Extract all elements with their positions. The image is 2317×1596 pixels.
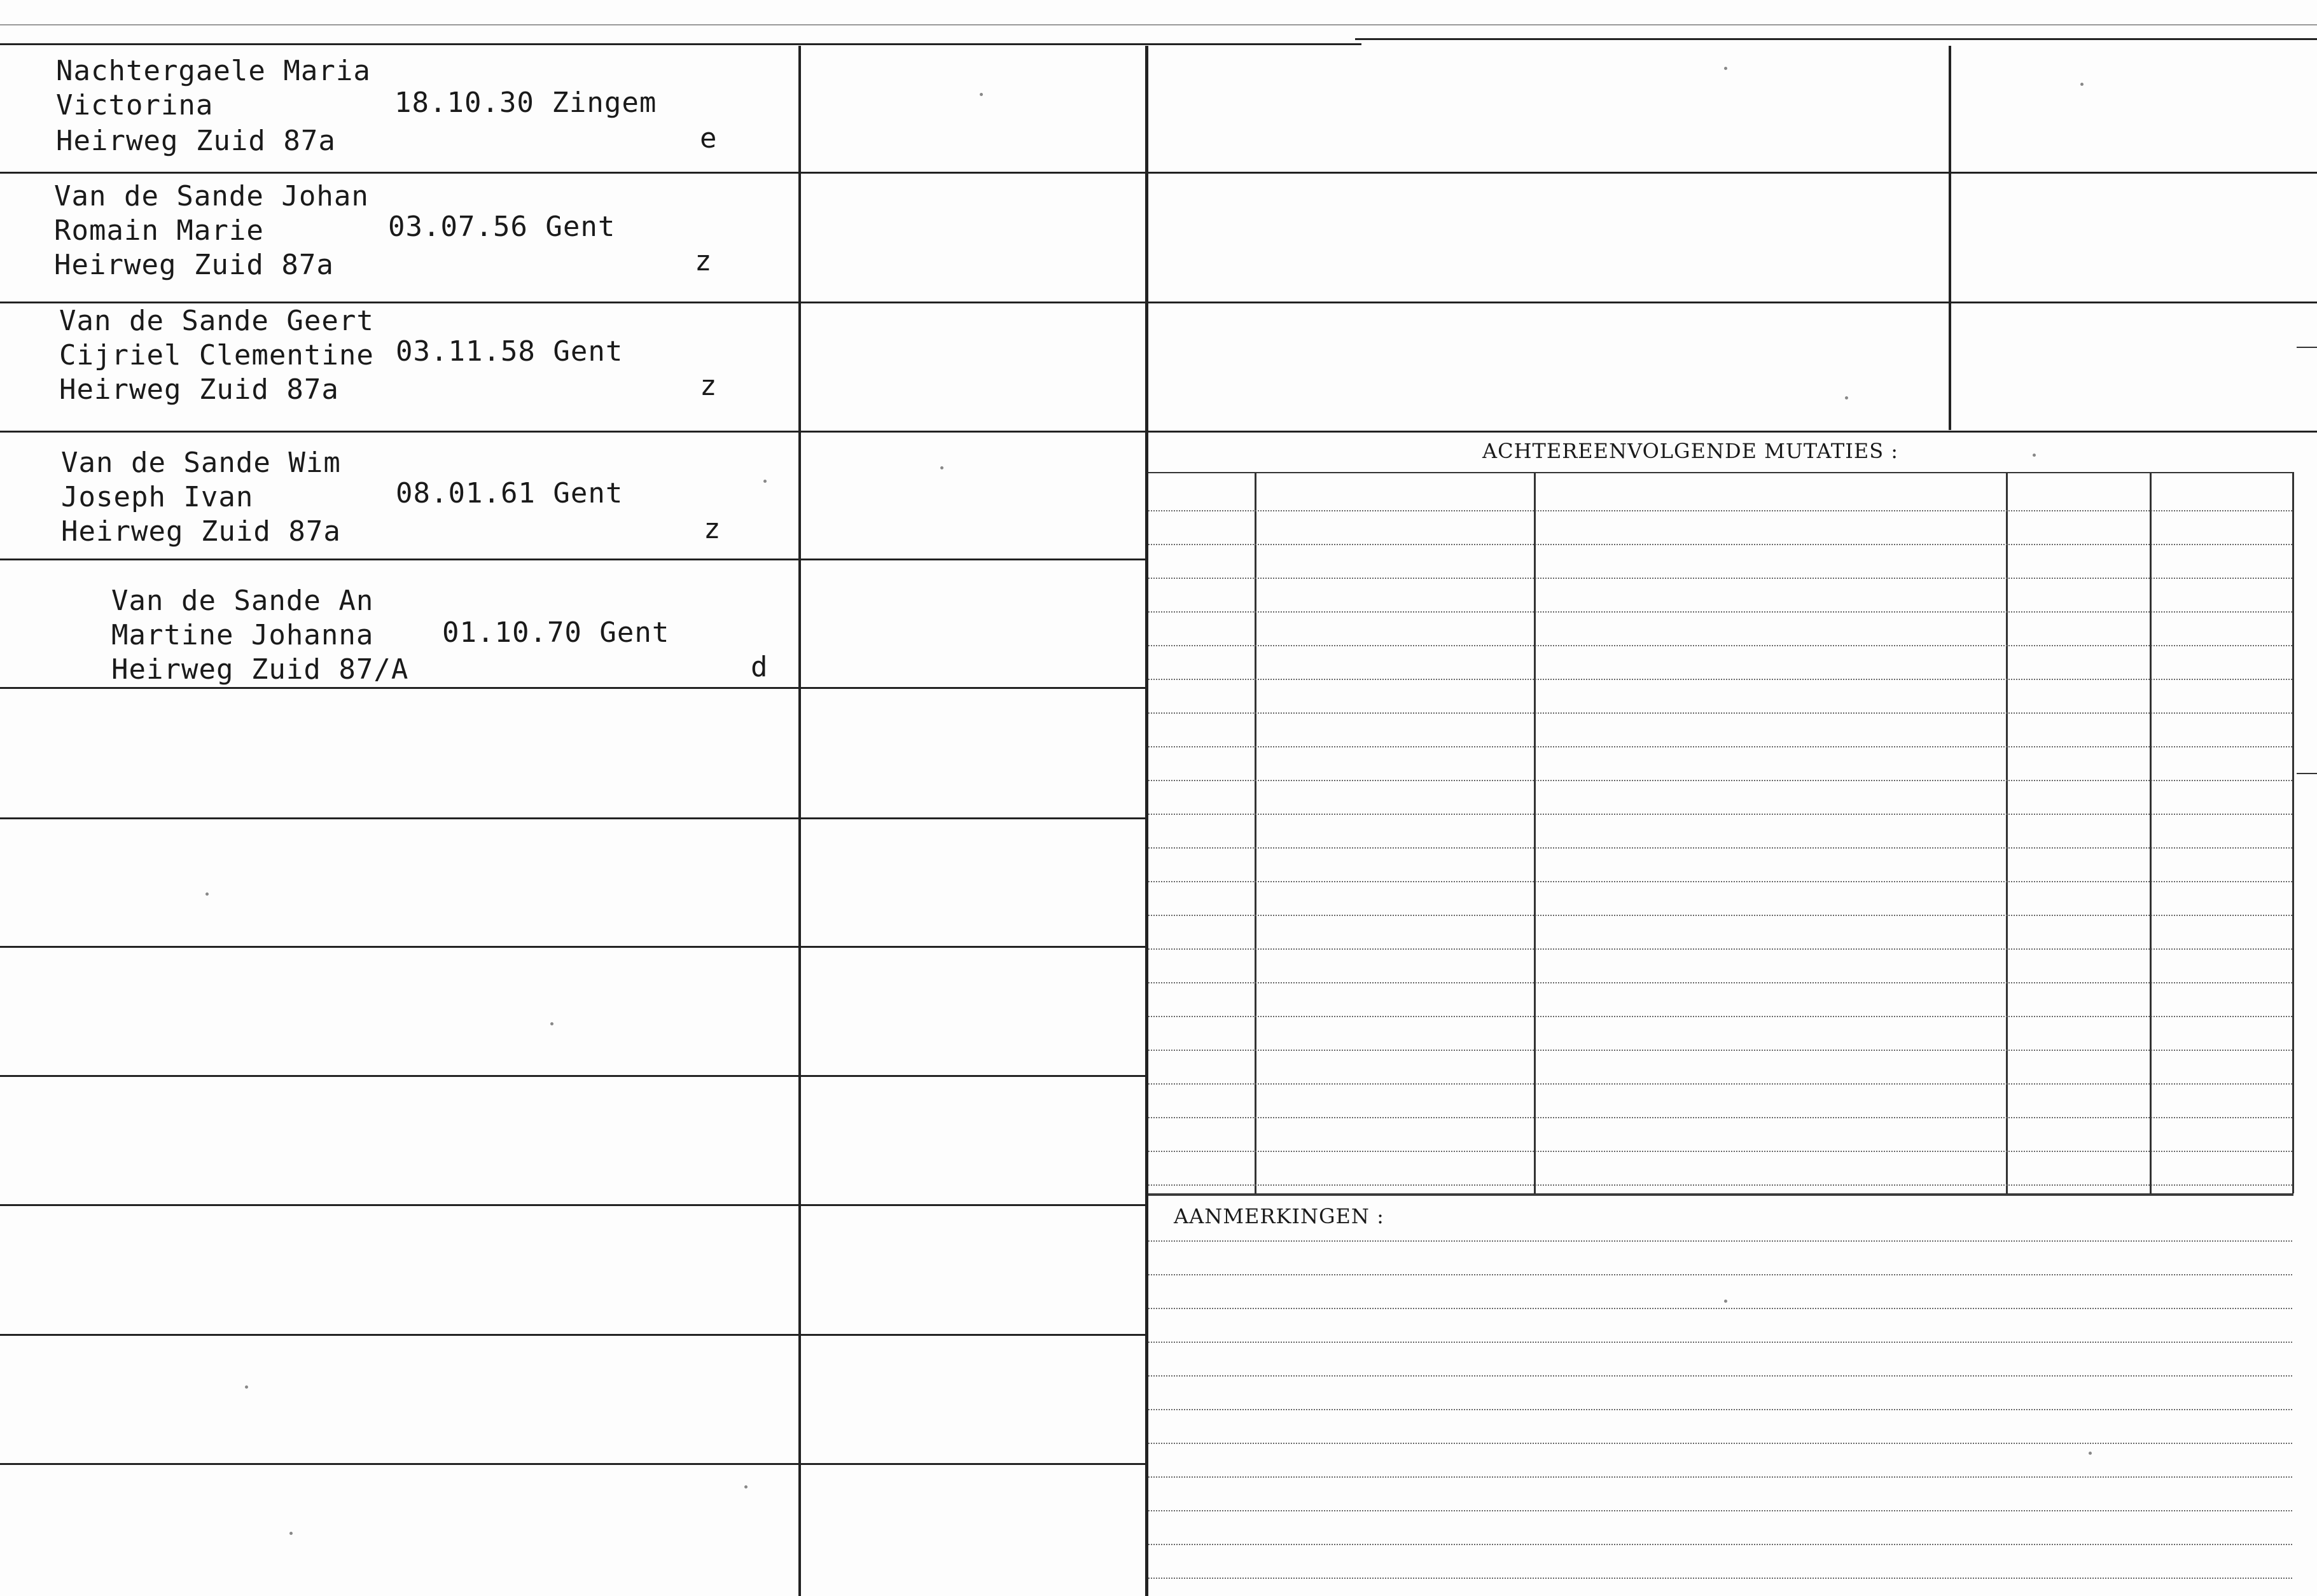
person-address: Heirweg Zuid 87a	[61, 515, 341, 548]
mutations-ruled-line	[1148, 948, 2292, 950]
remarks-ruled-line	[1148, 1578, 2292, 1579]
top-rule	[0, 43, 1361, 45]
mutations-ruled-line	[1148, 1184, 2292, 1186]
person-name-line1: Van de Sande Johan	[54, 180, 369, 212]
mutations-col-line	[1534, 472, 1536, 1193]
mutations-ruled-line	[1148, 679, 2292, 680]
paper-speck	[763, 480, 767, 483]
column-divider-2	[1145, 46, 1148, 1596]
mutations-ruled-line	[1148, 1083, 2292, 1085]
mutations-ruled-line	[1148, 847, 2292, 849]
mutations-ruled-line	[1148, 611, 2292, 613]
mutations-ruled-line	[1148, 780, 2292, 781]
paper-speck	[550, 1022, 553, 1025]
column-divider-1	[798, 46, 801, 1596]
edge-tick	[2297, 773, 2317, 774]
paper-speck	[2080, 83, 2084, 86]
edge-tick	[2297, 347, 2317, 348]
right-row-line	[1145, 431, 2317, 433]
remarks-ruled-line	[1148, 1342, 2292, 1343]
top-rule-right	[1355, 38, 2317, 40]
remarks-ruled-line	[1148, 1308, 2292, 1309]
person-birth: 01.10.70 Gent	[442, 616, 670, 649]
mutations-col-line	[2150, 472, 2152, 1193]
person-entry	[0, 174, 798, 302]
mutations-ruled-line	[1148, 982, 2292, 983]
person-entry	[0, 303, 798, 431]
mutations-heading: ACHTEREENVOLGENDE MUTATIES :	[1482, 439, 1899, 463]
paper-speck	[980, 93, 983, 96]
remarks-ruled-line	[1148, 1510, 2292, 1511]
person-code: e	[700, 122, 718, 155]
person-address: Heirweg Zuid 87a	[59, 373, 339, 406]
right-row-line	[1145, 302, 2317, 303]
remarks-ruled-line	[1148, 1274, 2292, 1275]
person-address: Heirweg Zuid 87a	[56, 125, 336, 157]
mutations-col-line	[2292, 472, 2294, 1193]
row-line	[0, 1463, 1145, 1465]
remarks-ruled-line	[1148, 1476, 2292, 1478]
mutations-ruled-line	[1148, 881, 2292, 882]
row-line	[0, 946, 1145, 948]
paper-speck	[2089, 1452, 2092, 1455]
person-address: Heirweg Zuid 87a	[54, 249, 334, 281]
mutations-ruled-line	[1148, 814, 2292, 815]
person-name-line2: Romain Marie	[54, 214, 264, 247]
person-code: z	[704, 513, 721, 545]
row-line	[0, 1204, 1145, 1206]
person-entry	[0, 560, 798, 687]
person-entry	[0, 433, 798, 559]
mutations-ruled-line	[1148, 712, 2292, 714]
right-row-line	[1145, 172, 2317, 174]
remarks-heading: AANMERKINGEN :	[1174, 1204, 1384, 1228]
person-entry	[0, 46, 798, 172]
mutations-ruled-line	[1148, 1016, 2292, 1017]
remarks-ruled-line	[1148, 1409, 2292, 1410]
mutations-ruled-line	[1148, 645, 2292, 646]
remarks-top-rule	[1148, 1195, 2293, 1196]
person-address: Heirweg Zuid 87/A	[111, 653, 409, 686]
paper-speck	[1724, 67, 1727, 70]
remarks-ruled-line	[1148, 1544, 2292, 1545]
paper-speck	[940, 466, 943, 469]
column-divider-3	[1949, 46, 1951, 430]
person-name-line2: Joseph Ivan	[61, 481, 254, 513]
person-code: d	[751, 651, 769, 683]
person-name-line1: Nachtergaele Maria	[56, 55, 371, 87]
person-birth: 08.01.61 Gent	[396, 477, 623, 510]
paper-speck	[744, 1485, 748, 1488]
mutations-ruled-line	[1148, 1151, 2292, 1152]
mutations-ruled-line	[1148, 1117, 2292, 1118]
mutations-ruled-line	[1148, 915, 2292, 916]
mutations-ruled-line	[1148, 746, 2292, 747]
paper-speck	[2033, 454, 2036, 457]
paper-speck	[289, 1532, 293, 1535]
row-line	[0, 1075, 1145, 1077]
person-code: z	[695, 245, 713, 277]
person-name-line1: Van de Sande An	[111, 585, 374, 617]
paper-speck	[1845, 396, 1848, 399]
mutations-ruled-line	[1148, 544, 2292, 545]
person-birth: 03.07.56 Gent	[388, 211, 616, 243]
row-line	[0, 817, 1145, 819]
paper-speck	[1724, 1300, 1727, 1303]
person-code: z	[700, 370, 718, 402]
person-name-line2: Cijriel Clementine	[59, 339, 374, 371]
top-edge-line	[0, 24, 2317, 25]
mutations-col-line	[1255, 472, 1256, 1193]
remarks-ruled-line	[1148, 1240, 2292, 1242]
person-name-line2: Martine Johanna	[111, 619, 374, 651]
person-name-line2: Victorina	[56, 89, 214, 121]
person-name-line1: Van de Sande Wim	[61, 447, 341, 479]
mutations-col-line	[2006, 472, 2008, 1193]
remarks-ruled-line	[1148, 1443, 2292, 1444]
mutations-table-top	[1148, 472, 2293, 473]
mutations-ruled-line	[1148, 1050, 2292, 1051]
paper-speck	[205, 892, 209, 896]
person-name-line1: Van de Sande Geert	[59, 305, 374, 337]
paper-speck	[245, 1385, 248, 1389]
person-birth: 03.11.58 Gent	[396, 335, 623, 368]
mutations-ruled-line	[1148, 510, 2292, 511]
mutations-ruled-line	[1148, 578, 2292, 579]
remarks-ruled-line	[1148, 1375, 2292, 1377]
person-birth: 18.10.30 Zingem	[394, 87, 657, 119]
row-line	[0, 1334, 1145, 1336]
